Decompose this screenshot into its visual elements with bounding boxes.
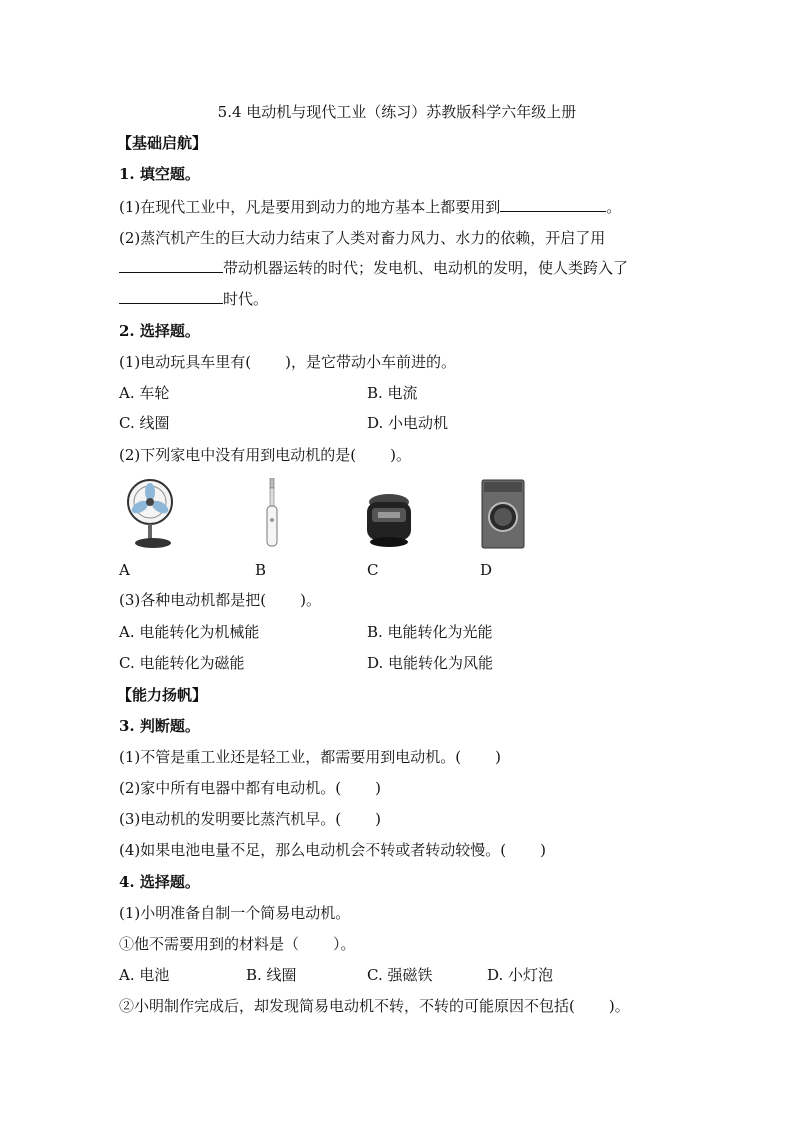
fan-icon xyxy=(117,478,183,550)
q2-item-1: (1)电动玩具车里有( )，是它带动小车前进的。 xyxy=(119,353,456,371)
q2-1-option-a: A. 车轮 xyxy=(119,384,170,402)
q4-1-option-a: A. 电池 xyxy=(119,966,170,984)
q2-heading: 2. 选择题。 xyxy=(119,322,200,340)
q2-3-option-a: A. 电能转化为机械能 xyxy=(119,623,260,641)
q4-heading: 4. 选择题。 xyxy=(119,873,200,891)
q1-item-2-line1: (2)蒸汽机产生的巨大动力结束了人类对畜力风力、水力的依赖，开启了用 xyxy=(119,229,606,247)
toothbrush-icon xyxy=(262,478,282,550)
answer-blank[interactable] xyxy=(119,258,223,273)
q1-item-1: (1)在现代工业中，凡是要用到动力的地方基本上都要用到 。 xyxy=(119,198,622,216)
q3-item-3: (3)电动机的发明要比蒸汽机早。( ) xyxy=(119,810,381,828)
answer-blank[interactable] xyxy=(119,289,223,304)
image-label-c: C xyxy=(367,561,379,579)
washing-machine-image xyxy=(481,479,525,553)
page-title: 5.4 电动机与现代工业（练习）苏教版科学六年级上册 xyxy=(217,103,577,121)
q3-item-2: (2)家中所有电器中都有电动机。( ) xyxy=(119,779,381,797)
q4-1-option-d: D. 小灯泡 xyxy=(487,966,554,984)
fan-image xyxy=(117,478,183,554)
image-label-a: A xyxy=(119,561,130,579)
q1-heading: 1. 填空题。 xyxy=(119,165,200,183)
q2-item-3: (3)各种电动机都是把( )。 xyxy=(119,591,321,609)
q1-item-2-line2: 带动机器运转的时代；发电机、电动机的发明，使人类跨入了 xyxy=(119,258,628,278)
q2-3-option-d: D. 电能转化为风能 xyxy=(367,654,494,672)
q2-1-option-b: B. 电流 xyxy=(367,384,418,402)
q3-item-4: (4)如果电池电量不足，那么电动机会不转或者转动较慢。( ) xyxy=(119,841,546,859)
section-heading-basic: 【基础启航】 xyxy=(117,134,208,152)
answer-blank[interactable] xyxy=(500,197,606,212)
image-label-b: B xyxy=(255,561,267,579)
q3-item-1: (1)不管是重工业还是轻工业，都需要用到电动机。( ) xyxy=(119,748,501,766)
q1-item-2-line3: 时代。 xyxy=(119,289,268,309)
q4-item-1: (1)小明准备自制一个简易电动机。 xyxy=(119,904,351,922)
washing-machine-icon xyxy=(481,479,525,549)
rice-cooker-image xyxy=(364,490,414,554)
section-heading-ability: 【能力扬帆】 xyxy=(117,686,208,704)
rice-cooker-icon xyxy=(364,490,414,550)
q2-item-2: (2)下列家电中没有用到电动机的是( )。 xyxy=(119,446,411,464)
q4-1-b: ②小明制作完成后，却发现简易电动机不转，不转的可能原因不包括( )。 xyxy=(119,997,630,1015)
q4-1-option-c: C. 强磁铁 xyxy=(367,966,433,984)
image-label-d: D xyxy=(480,561,493,579)
q2-3-option-c: C. 电能转化为磁能 xyxy=(119,654,245,672)
q3-heading: 3. 判断题。 xyxy=(119,717,200,735)
q2-3-option-b: B. 电能转化为光能 xyxy=(367,623,493,641)
toothbrush-image xyxy=(262,478,282,554)
q4-1-option-b: B. 线圈 xyxy=(246,966,297,984)
q4-1-a: ①他不需要用到的材料是（ ）。 xyxy=(119,935,356,953)
q2-1-option-c: C. 线圈 xyxy=(119,414,170,432)
q2-1-option-d: D. 小电动机 xyxy=(367,414,449,432)
